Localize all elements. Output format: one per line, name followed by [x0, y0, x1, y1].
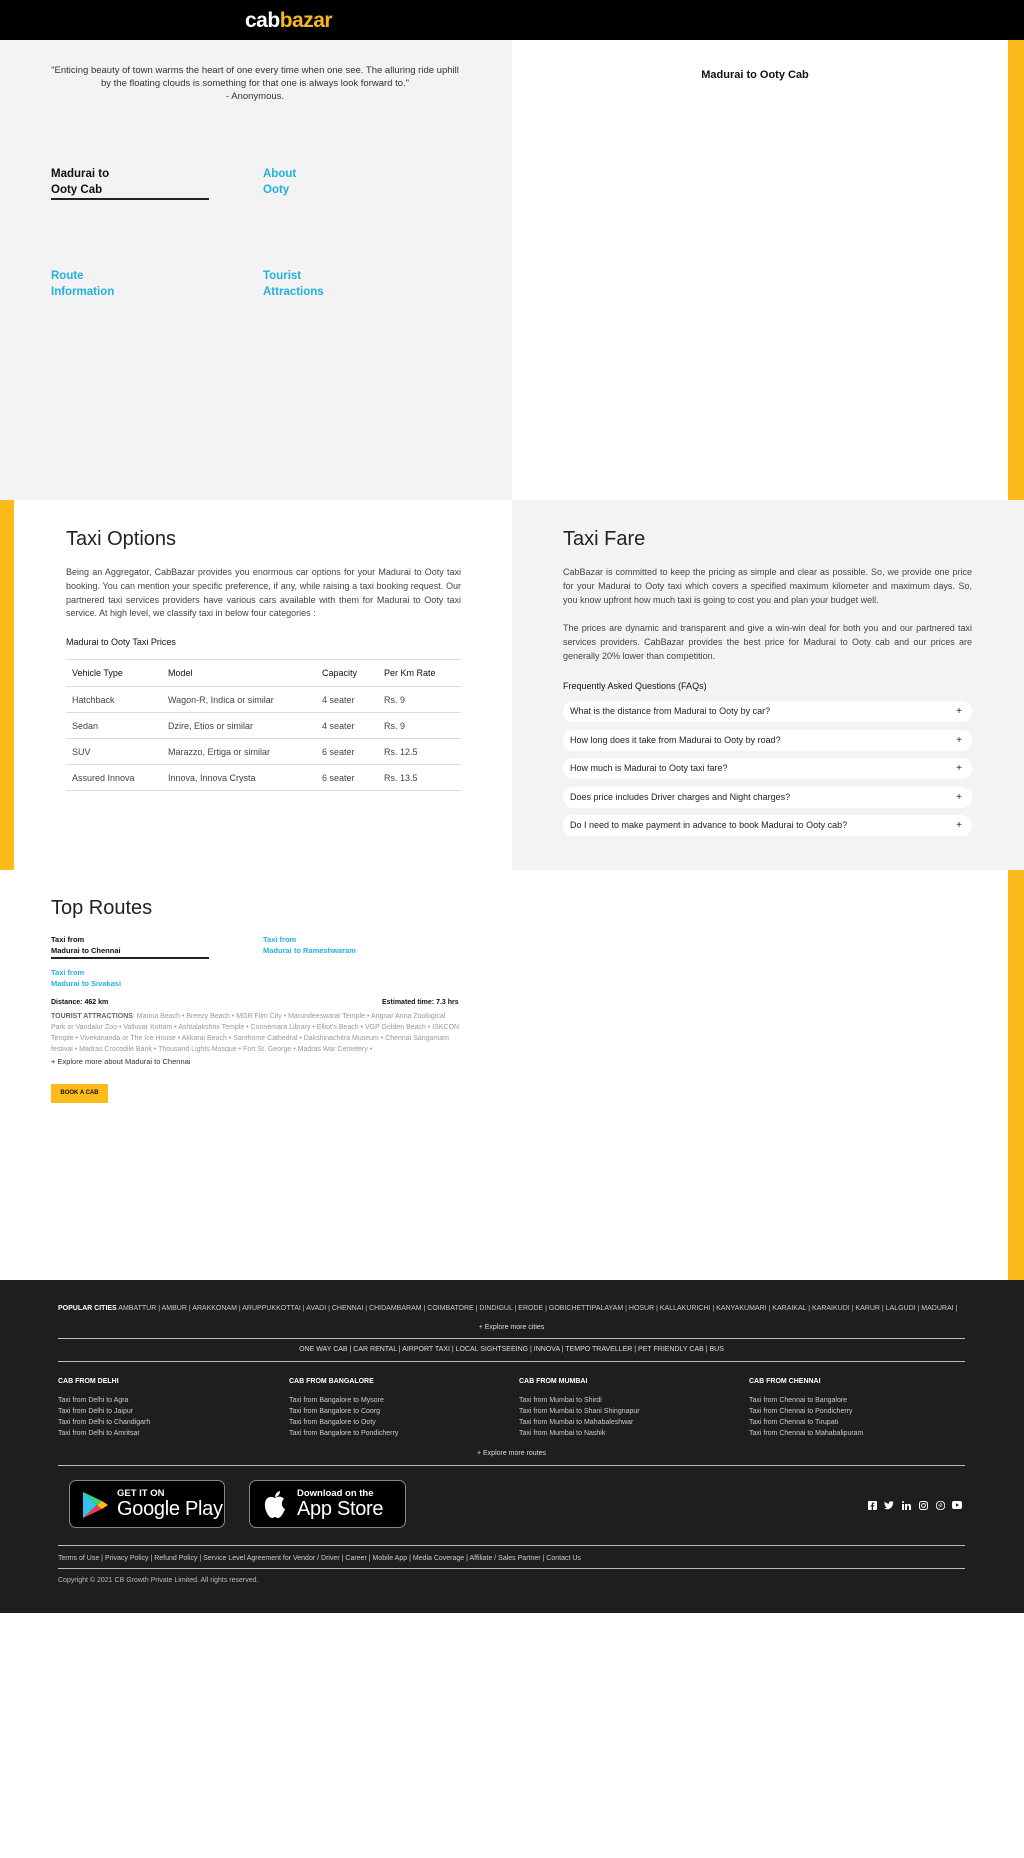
tab-label-line1: About — [263, 168, 297, 180]
price-table — [66, 659, 461, 791]
popular-cities-label: POPULAR CITIES — [58, 1305, 117, 1312]
legal-links[interactable]: Terms of Use | Privacy Policy | Refund Policy | Service Level Agreement for Vendor / Driver | Career | Mobile App | Media Coverage | Affiliate / Sales Partner | Contact Us — [58, 1555, 581, 1562]
footer-link[interactable]: Taxi from Mumbai to Mahabaleshwar — [519, 1419, 634, 1426]
badge-small-text: GET IT ON — [117, 1488, 165, 1499]
table-row — [66, 739, 461, 765]
pinterest-icon[interactable] — [934, 1501, 946, 1512]
table-cell: 4 seater — [316, 713, 378, 739]
badge-big-text: Google Play — [117, 1498, 223, 1520]
faq-question: What is the distance from Madurai to Ooty by car? — [570, 706, 771, 716]
table-cell: Sedan — [66, 713, 162, 739]
plus-icon: + — [956, 735, 962, 746]
footer-link[interactable]: Taxi from Delhi to Chandigarh — [58, 1419, 151, 1426]
tab-label-line2: Ooty Cab — [51, 184, 103, 196]
table-cell: Assured Innova — [66, 765, 162, 791]
table-header-row — [66, 660, 461, 687]
table-cell: Innova, Innova Crysta — [162, 765, 316, 791]
faq-question: Do I need to make payment in advance to book Madurai to Ooty cab? — [570, 820, 848, 830]
accent-bar-right — [1008, 40, 1024, 500]
taxi-fare-paragraph-1: CabBazar is committed to keep the pricing as simple and clear as possible. So, we provide one price for your Madurai to Ooty taxi which covers a specified maximum kilometer and maximum days. So, you know upfront how much taxi is going to cost you and plan your budget well. — [563, 567, 972, 605]
column-title: CAB FROM CHENNAI — [749, 1378, 821, 1385]
route-tab-line2: Madurai to Rameshwaram — [263, 946, 356, 955]
tab-label-line1: Tourist — [263, 270, 302, 282]
route-tab-madurai-rameshwaram[interactable] — [263, 934, 356, 956]
footer-divider — [58, 1545, 965, 1546]
price-table-title: Madurai to Ooty Taxi Prices — [66, 637, 176, 647]
table-cell: Dzire, Etios or similar — [162, 713, 316, 739]
copyright: Copyright © 2021 CB Growth Private Limited. All rights reserved. — [58, 1577, 259, 1584]
explore-routes-link[interactable]: + Explore more routes — [476, 1450, 547, 1457]
faq-question: How long does it take from Madurai to Ooty by road? — [570, 735, 781, 745]
popular-cities-list[interactable]: AMBATTUR | AMBUR | ARAKKONAM | ARUPPUKKOTTAI | AVADI | CHENNAI | CHIDAMBARAM | COIMBATORE | DINDIGUL | ERODE | GOBICHETTIPALAYAM | HOSUR | KALLAKURICHI | KANYAKUMARI | KARAIKAL | KARAIKUDI | KARUR | LALGUDI | MADURAI | — [118, 1305, 958, 1312]
tab-label-line1: Route — [51, 270, 84, 282]
table-cell: 6 seater — [316, 739, 378, 765]
hero-right-panel — [512, 40, 1008, 500]
footer-divider — [58, 1361, 965, 1362]
active-route-underline — [51, 957, 209, 959]
twitter-icon[interactable] — [883, 1501, 895, 1512]
tab-about-ooty[interactable] — [263, 166, 296, 198]
taxi-options-paragraph: Being an Aggregator, CabBazar provides you enormous car options for your Madurai to Ooty taxi booking. You can mention your specific preference, if any, while raising a taxi booking request. Our partnered taxi services providers have various cars available with them for Madurai to Ooty taxi service. At high level, we classify taxi in below four categories : — [66, 567, 461, 619]
faq-item[interactable] — [563, 787, 972, 808]
attractions-label: TOURIST ATTRACTIONS — [51, 1013, 133, 1020]
table-cell: 4 seater — [316, 687, 378, 713]
footer-link[interactable]: Taxi from Bangalore to Ooty — [289, 1419, 376, 1426]
table-cell: Marazzo, Ertiga or similar — [162, 739, 316, 765]
route-tab-line1: Taxi from — [263, 935, 297, 944]
table-cell: Rs. 12.5 — [378, 739, 461, 765]
taxi-fare-paragraph-2: The prices are dynamic and transparent and give a win-win deal for both you and our partnered taxi services providers. CabBazar provides the best price for Madurai to Ooty cab and our prices are generally 20% lower than competition. — [563, 623, 972, 661]
faq-item[interactable] — [563, 758, 972, 779]
column-title: CAB FROM BANGALORE — [289, 1378, 374, 1385]
active-tab-underline — [51, 198, 209, 200]
faq-item[interactable] — [563, 701, 972, 722]
facebook-icon[interactable] — [866, 1501, 878, 1512]
column-header: Per Km Rate — [378, 660, 461, 687]
faq-title: Frequently Asked Questions (FAQs) — [563, 681, 707, 691]
tourist-attractions — [51, 1011, 461, 1055]
footer-divider — [58, 1338, 965, 1339]
instagram-icon[interactable] — [917, 1501, 929, 1512]
quote-author: - Anonymous. — [225, 91, 285, 102]
popular-cities — [58, 1305, 968, 1312]
route-estimated-time: Estimated time: 7.3 hrs — [382, 999, 459, 1006]
hero-quote — [50, 64, 460, 103]
youtube-icon[interactable] — [951, 1501, 963, 1511]
tab-route-information[interactable] — [51, 268, 114, 300]
plus-icon: + — [956, 763, 962, 774]
faq-question: How much is Madurai to Ooty taxi fare? — [570, 763, 728, 773]
footer-link[interactable]: Taxi from Delhi to Amritsar — [58, 1430, 140, 1437]
footer-divider — [58, 1568, 965, 1569]
taxi-fare-heading: Taxi Fare — [563, 528, 646, 550]
explore-route-link[interactable]: + Explore more about Madurai to Chennai — [51, 1057, 191, 1066]
footer-link[interactable]: Taxi from Chennai to Tirupati — [749, 1419, 839, 1426]
badge-big-text: App Store — [297, 1498, 384, 1520]
footer-divider — [58, 1465, 965, 1466]
cabbazar-logo[interactable] — [245, 9, 332, 33]
table-row — [66, 765, 461, 791]
accent-bar-left — [0, 500, 14, 870]
app-store-badge[interactable] — [249, 1480, 406, 1528]
footer-link[interactable]: Taxi from Mumbai to Nashik — [519, 1430, 606, 1437]
plus-icon: + — [956, 706, 962, 717]
table-cell: Rs. 13.5 — [378, 765, 461, 791]
table-row — [66, 713, 461, 739]
tab-label-line2: Ooty — [263, 184, 290, 196]
route-tab-madurai-sivakasi[interactable] — [51, 967, 121, 989]
column-header: Model — [162, 660, 316, 687]
route-tab-madurai-chennai[interactable] — [51, 934, 121, 956]
tab-tourist-attractions[interactable] — [263, 268, 324, 300]
top-header — [0, 0, 1024, 40]
table-row — [66, 687, 461, 713]
route-tab-line2: Madurai to Sivakasi — [51, 979, 122, 988]
column-title: CAB FROM MUMBAI — [519, 1378, 588, 1385]
footer-link[interactable]: Taxi from Chennai to Pondicherry — [749, 1408, 853, 1415]
google-play-icon — [80, 1490, 110, 1520]
footer-link[interactable]: Taxi from Chennai to Mahabalipuram — [749, 1430, 864, 1437]
logo-text-bazar: bazar — [279, 9, 333, 32]
faq-question: Does price includes Driver charges and Night charges? — [570, 792, 791, 802]
linkedin-icon[interactable] — [900, 1501, 912, 1512]
book-a-cab-button[interactable]: BOOK A CAB — [51, 1084, 108, 1103]
attractions-list: : Marina Beach • Breezy Beach • MGR Film City • Marundeeswarar Temple • Arignar Anna Zoological Park or Vandalur Zoo • Valluvar Kottam • Ashtalakshmi Temple • Connemara Library • Elliot's Beach • VGP Golden Beach • ISKCON Temple • Vivekananda or The Ice House • Akkarai Beach • Santhome Cathedral • Dakshinachitra Museum • Chennai Sangamam festival • Madras Crocodile Bank • Thousand Lights Mosque • Fort St. George • Madras War Cemetery • — [51, 1013, 460, 1053]
column-header: Vehicle Type — [66, 660, 162, 687]
footer-link[interactable]: Taxi from Bangalore to Mysore — [289, 1397, 384, 1404]
top-routes-heading: Top Routes — [51, 897, 153, 919]
quote-text: "Enticing beauty of town warms the heart of one every time when one see. The alluring ride uphill by the floating clouds is something for that one is always look forward to." — [51, 65, 459, 89]
route-tab-line2: Madurai to Chennai — [51, 946, 121, 955]
google-play-badge[interactable] — [69, 1480, 225, 1528]
accent-bar-right-2 — [1008, 870, 1024, 1280]
table-cell: Rs. 9 — [378, 713, 461, 739]
logo-text-cab: cab — [245, 9, 280, 32]
route-title: Madurai to Ooty Cab — [701, 69, 809, 81]
footer-link[interactable]: Taxi from Mumbai to Shani Shingnapur — [519, 1408, 640, 1415]
plus-icon: + — [956, 820, 962, 831]
footer-link[interactable]: Taxi from Chennai to Bangalore — [749, 1397, 848, 1404]
route-tab-line1: Taxi from — [51, 935, 85, 944]
tab-label-line2: Information — [51, 286, 115, 298]
table-cell: 6 seater — [316, 765, 378, 791]
taxi-options-heading: Taxi Options — [66, 528, 177, 550]
faq-item[interactable] — [563, 730, 972, 751]
route-tab-line1: Taxi from — [51, 968, 85, 977]
route-distance: Distance: 462 km — [51, 999, 109, 1006]
footer-link[interactable]: Taxi from Bangalore to Pondicherry — [289, 1430, 399, 1437]
footer-link[interactable]: Taxi from Bangalore to Coorg — [289, 1408, 381, 1415]
footer-link[interactable]: Taxi from Mumbai to Shirdi — [519, 1397, 602, 1404]
services-links[interactable]: ONE WAY CAB | CAR RENTAL | AIRPORT TAXI | LOCAL SIGHTSEEING | INNOVA | TEMPO TRAVELLER | PET FRIENDLY CAB | BUS — [299, 1346, 724, 1353]
table-cell: Wagon-R, Indica or similar — [162, 687, 316, 713]
footer-link[interactable]: Taxi from Delhi to Jaipur — [58, 1408, 134, 1415]
tab-label-line2: Attractions — [263, 286, 324, 298]
column-header: Capacity — [316, 660, 378, 687]
apple-icon — [262, 1491, 288, 1519]
explore-cities-link[interactable]: + Explore more cities — [478, 1324, 545, 1331]
tab-label-line1: Madurai to — [51, 168, 110, 180]
footer-link[interactable]: Taxi from Delhi to Agra — [58, 1397, 129, 1404]
badge-small-text: Download on the — [297, 1488, 374, 1499]
table-cell: SUV — [66, 739, 162, 765]
table-cell: Rs. 9 — [378, 687, 461, 713]
column-title: CAB FROM DELHI — [58, 1378, 119, 1385]
tab-madurai-to-ooty-cab[interactable] — [51, 166, 109, 198]
table-cell: Hatchback — [66, 687, 162, 713]
faq-item[interactable] — [563, 815, 972, 836]
plus-icon: + — [956, 792, 962, 803]
